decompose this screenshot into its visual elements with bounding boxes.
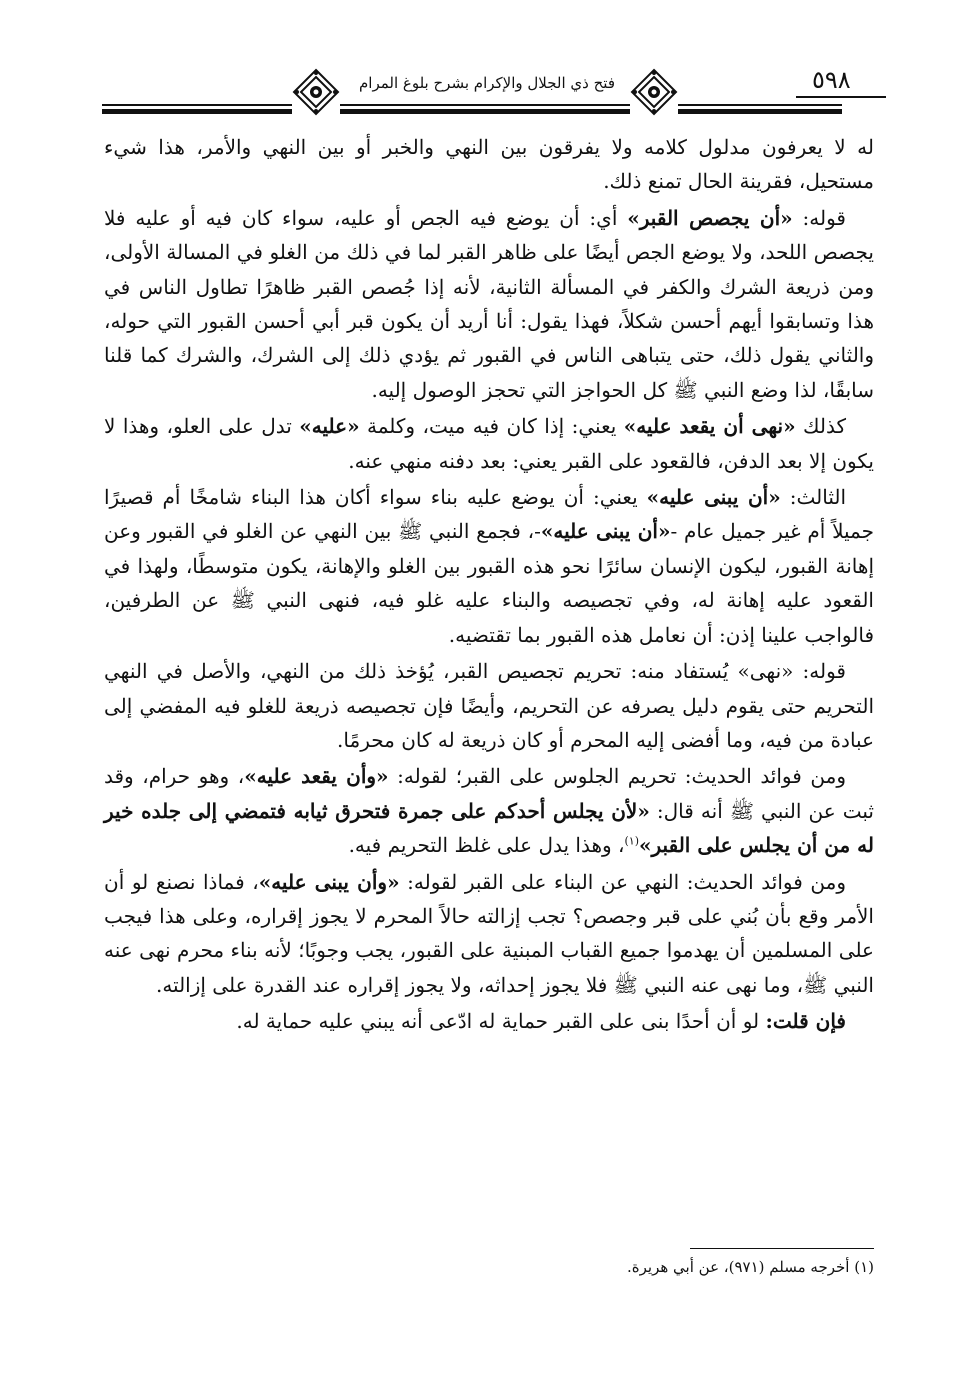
paragraph — [104, 654, 874, 757]
text-run: ومن فوائد الحديث: تحريم الجلوس على القبر؛ لقوله: — [388, 764, 846, 789]
page-header — [102, 62, 882, 122]
page-number-underline — [796, 96, 886, 98]
bold-quote: «أن يبنى عليه» — [646, 485, 781, 510]
bold-quote: «لأن يجلس أحدكم على جمرة فتحرق ثيابه فتمضي إلى جلده خير له من أن يجلس على القبر» — [104, 798, 874, 858]
text-run: يعني: أن يوضع عليه بناء سواء أكان هذا البناء شامخًا أم قصيرًا جميلاً أم غير جميل عام - — [104, 485, 874, 544]
text-run: ، فماذا نصنع لو أن الأمر وقع بأن بُني على قبر وجصص؟ تجب إزالته حالاً المحرم لا يجوز إقراره، وعلى هذا فيجب على المسلمين أن يهدموا جميع القباب المبنية على القبور، يجب وجوبًا؛ لأنه بناء محرم نهى عنه النبي ﷺ، وما نهى عنه النبي ﷺ فلا يجوز إحداثه، ولا يجوز إقراره عند القدرة على إزالته. — [104, 869, 874, 997]
text-run: ، وهذا يدل على غلظ التحريم فيه. — [348, 833, 625, 858]
text-run: كذلك — [795, 414, 846, 439]
text-run: ، وهو حرام، وقد ثبت عن النبي ﷺ أنه قال: — [104, 764, 874, 823]
bold-quote: «عليه» — [299, 414, 360, 439]
footnote-ref: (١) — [624, 834, 640, 848]
text-run: لو أن أحدًا بنى على القبر حماية له ادّعى أنه يبني عليه حماية له. — [236, 1009, 766, 1034]
text-run: قوله: «نهى» يُستفاد منه: تحريم تجصيص القبر، يُؤخذ ذلك من النهي، والأصل في النهي التحريم حتى يقوم دليل يصرفه عن التحريم، وأيضًا فإن تجصيصه ذريعة للغلو فيه المفضي إلى عبادة من فيه، وما أفضى إليه المحرم أو كان ذريعة له كان محرمًا. — [104, 659, 874, 752]
text-run: يعني: إذا كان فيه ميت، وكلمة — [359, 414, 624, 439]
page-number: ٥٩٨ — [812, 66, 851, 94]
footnote: (١) أخرجه مسلم (٩٧١)، عن أبي هريرة. — [627, 1258, 874, 1276]
bold-quote: فإن قلت: — [765, 1009, 846, 1034]
header-rule-thin — [102, 104, 842, 106]
arabesque-ornament-icon — [292, 68, 340, 116]
text-run: قوله: — [792, 205, 846, 230]
bold-quote: «وأن يقعد عليه» — [244, 764, 389, 789]
footnote-separator — [690, 1248, 874, 1249]
paragraph — [104, 759, 874, 862]
bold-quote: «أن يبنى عليه» — [540, 519, 671, 544]
paragraph — [104, 409, 874, 478]
text-run: له لا يعرفون مدلول كلامه ولا يفرقون بين النهي والخبر أو بين النهي والأمر، هذا شيء مستحيل، فقرينة الحال تمنع ذلك. — [104, 135, 874, 194]
text-run: -، فجمع النبي ﷺ بين النهي عن الغلو في القبور وعن إهانة القبور، ليكون الإنسان سائرًا نحو هذه القبور بين الغلو والإهانة، يكون متوسطًا، ولهذا في القعود عليه إهانة له، وفي تجصيصه والبناء عليه غلو فيه، فنهى النبي ﷺ عن الطرفين، فالواجب علينا إذن: أن نعامل هذه القبور بما تقتضيه. — [104, 519, 874, 647]
paragraph — [104, 1004, 874, 1038]
bold-quote: «وأن يبنى عليه» — [258, 869, 400, 894]
header-rule-thick — [102, 109, 842, 114]
text-run: الثالث: — [780, 485, 847, 510]
bold-quote: «أن يجصص القبر» — [627, 205, 793, 230]
bold-quote: «نهى أن يقعد عليه» — [623, 414, 796, 439]
paragraph — [104, 201, 874, 407]
body-text — [104, 130, 874, 1041]
paragraph — [104, 480, 874, 652]
book-title: فتح ذي الجلال والإكرام بشرح بلوغ المرام — [342, 74, 632, 100]
paragraph — [104, 865, 874, 1003]
text-run: ومن فوائد الحديث: النهي عن البناء على القبر لقوله: — [399, 869, 846, 894]
text-run: أي: أن يوضع فيه الجص أو عليه، سواء كان فيه أو عليه فلا يجصص اللحد، ولا يوضع الجص أيضًا على ظاهر القبر لما في ذلك من الغلو في المسالة الأولى، ومن ذريعة الشرك والكفر في المسألة الثانية، لأنه إذا جُصص القبر ظاهرًا تطاول الناس في هذا وتسابقوا أيهم أحسن شكلاً، فهذا يقول: أنا أريد أن يكون قبر أبي أحسن القبور التي حوله، والثاني يقول ذلك، حتى يتباهى الناس في القبور ثم يؤدي ذلك إلى الشرك، والشرك كما قلنا سابقًا، لذا وضع النبي ﷺ كل الحواجز التي تحجز الوصول إليه. — [104, 205, 874, 402]
arabesque-ornament-icon — [630, 68, 678, 116]
paragraph — [104, 130, 874, 199]
text-run: تدل على العلو، وهذا لا يكون إلا بعد الدفن، فالقعود على القبر يعني: بعد دفنه منهي عنه. — [104, 414, 874, 473]
